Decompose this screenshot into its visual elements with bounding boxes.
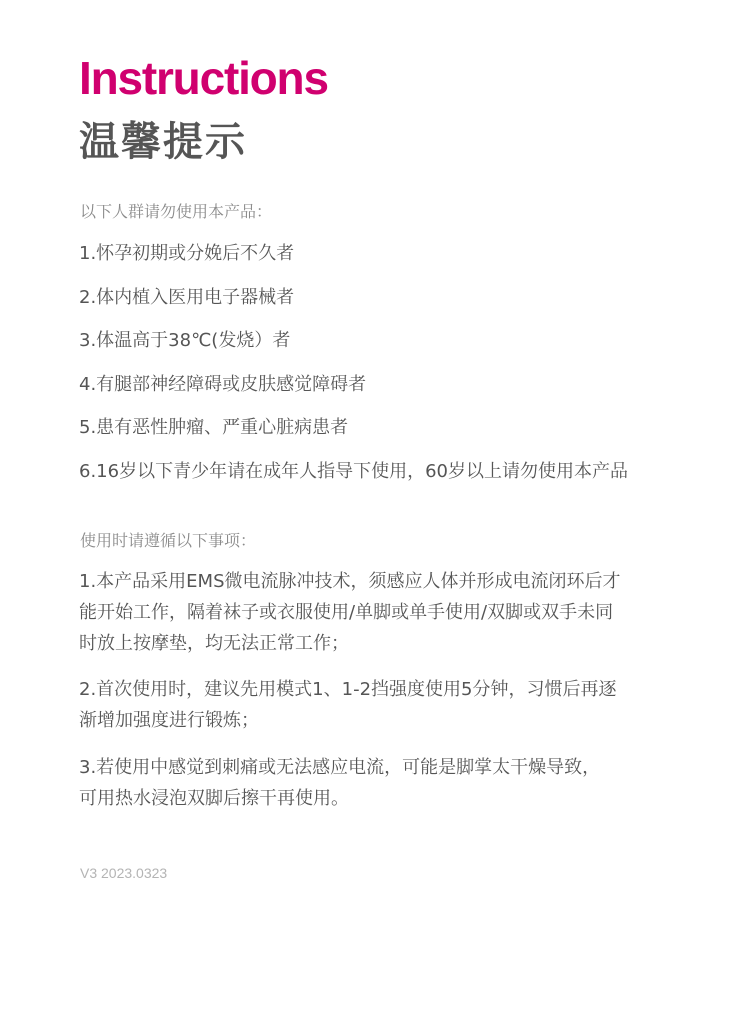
usage-item-3 — [79, 752, 699, 814]
usage-item-2 — [79, 674, 699, 736]
warnings-item: 2.体内植入医用电子器械者 — [79, 286, 295, 308]
version-label: V3 2023.0323 — [80, 865, 168, 881]
warnings-item: 5.患有恶性肿瘤、严重心脏病患者 — [79, 417, 349, 438]
warnings-item: 4.有腿部神经障碍或皮肤感觉障碍者 — [79, 373, 367, 395]
title-chinese: 温馨提示 — [79, 119, 247, 165]
usage-item-line: 可用热水浸泡双脚后擦干再使用。 — [79, 788, 349, 809]
warnings-item: 3.体温高于38℃(发烧）者 — [79, 330, 291, 351]
usage-item-line: 时放上按摩垫，均无法正常工作； — [79, 633, 349, 654]
warnings-item: 1.怀孕初期或分娩后不久者 — [79, 243, 295, 264]
warnings-item: 6.16岁以下青少年请在成年人指导下使用，60岁以上请勿使用本产品 — [79, 460, 628, 482]
usage-item-line: 3.若使用中感觉到刺痛或无法感应电流，可能是脚掌太干燥导致， — [79, 757, 601, 778]
usage-item-1 — [79, 566, 699, 659]
warnings-heading: 以下人群请勿使用本产品： — [80, 202, 273, 221]
title-english: Instructions — [79, 52, 328, 104]
usage-heading: 使用时请遵循以下事项： — [80, 531, 257, 550]
usage-item-line: 能开始工作，隔着袜子或衣服使用/单脚或单手使用/双脚或双手未同 — [79, 602, 614, 623]
usage-item-line: 1.本产品采用EMS微电流脉冲技术，须感应人体并形成电流闭环后才 — [79, 571, 621, 592]
usage-item-line: 2.首次使用时，建议先用模式1、1-2挡强度使用5分钟，习惯后再逐 — [79, 679, 617, 700]
usage-item-line: 渐增加强度进行锻炼； — [79, 710, 259, 731]
warnings-list — [79, 242, 628, 503]
